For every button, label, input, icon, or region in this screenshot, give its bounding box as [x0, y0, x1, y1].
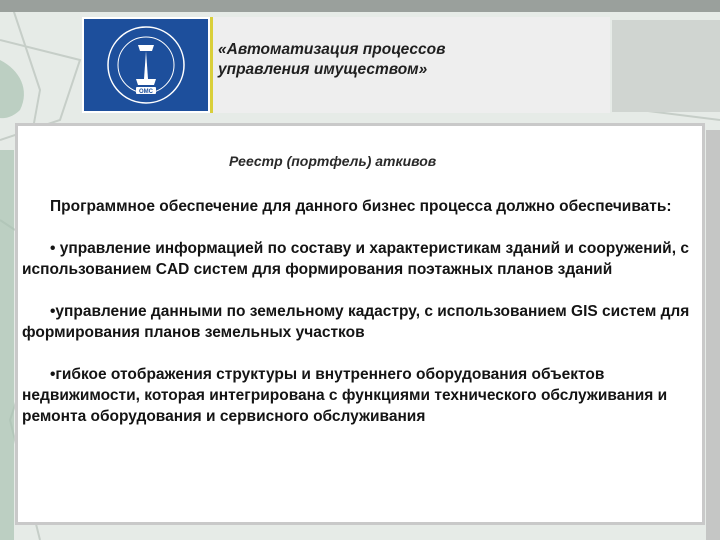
intro-paragraph: Программное обеспечение для данного бизнес процесса должно обеспечивать:	[50, 198, 672, 215]
body-text	[22, 196, 702, 427]
section-subtitle: Реестр (портфель) аткивов	[229, 153, 437, 169]
logo	[82, 17, 210, 113]
list-item: •гибкое отображения структуры и внутреннего оборудования объектов недвижимости, которая интегрирована с функциями технического обслуживания и ремонта оборудования и сервисного обслуживания	[22, 366, 668, 425]
list-item: • управление информацией по составу и характеристикам зданий и сооружений, с использованием CAD систем для формирования поэтажных планов зданий	[22, 240, 689, 278]
page-title: «Автоматизация процессов управления имуществом»	[218, 41, 446, 78]
logo-abbr: ОМС	[139, 89, 153, 95]
logo-emblem	[84, 19, 208, 111]
top-bar	[0, 0, 720, 12]
emblem-icon	[98, 23, 194, 107]
list-item: •управление данными по земельному кадастру, с использованием GIS систем для формирования планов земельных участков	[22, 303, 690, 341]
